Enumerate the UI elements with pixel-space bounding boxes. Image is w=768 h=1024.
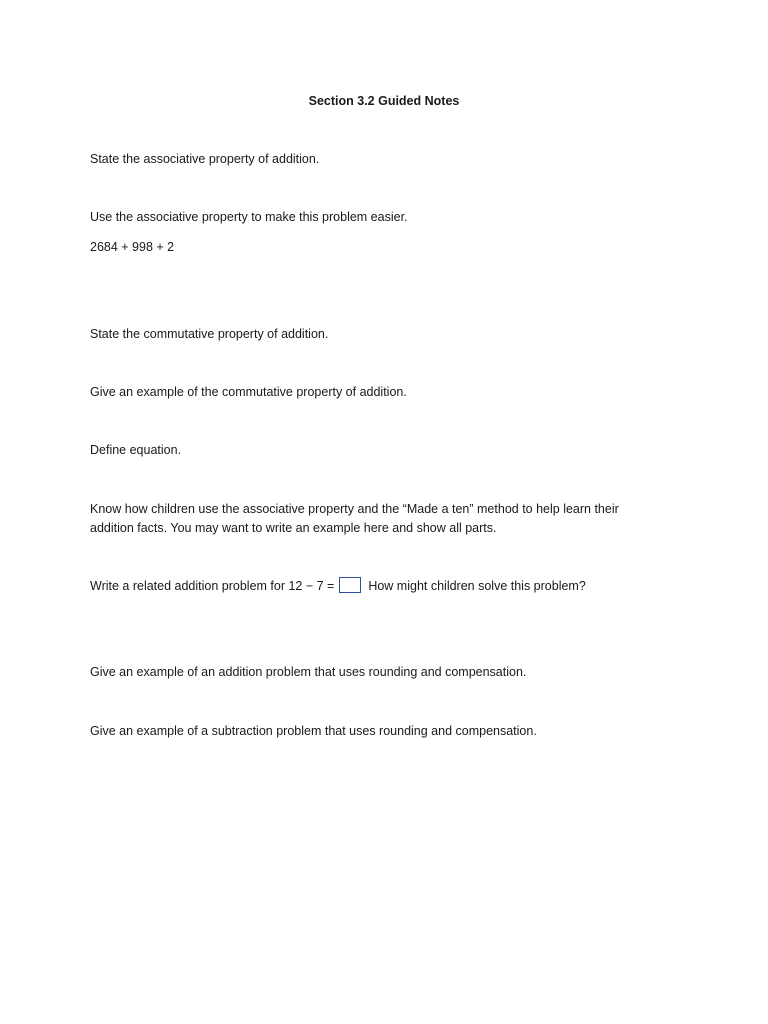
question-commutative-example: Give an example of the commutative property of addition.: [90, 385, 407, 399]
question-related-addition: [90, 577, 690, 596]
question-addition-rounding: Give an example of an addition problem that uses rounding and compensation.: [90, 665, 527, 679]
question-associative-property: State the associative property of addition.: [90, 152, 320, 166]
answer-box[interactable]: [339, 577, 361, 593]
question-children-solve-text: How might children solve this problem?: [368, 579, 586, 593]
question-subtraction-rounding: Give an example of a subtraction problem that uses rounding and compensation.: [90, 724, 537, 738]
question-define-equation: Define equation.: [90, 443, 182, 457]
expression-problem: 2684 + 998 + 2: [90, 240, 175, 254]
page-title: Section 3.2 Guided Notes: [308, 94, 460, 108]
question-use-associative: Use the associative property to make this problem easier.: [90, 210, 408, 224]
question-commutative-property: State the commutative property of addition.: [90, 327, 329, 341]
question-related-addition-text: Write a related addition problem for 12 − 7 =: [90, 579, 335, 593]
question-made-a-ten: Know how children use the associative property and the “Made a ten” method to help learn their addition facts. You may want to write an example here and show all parts.: [90, 502, 619, 535]
